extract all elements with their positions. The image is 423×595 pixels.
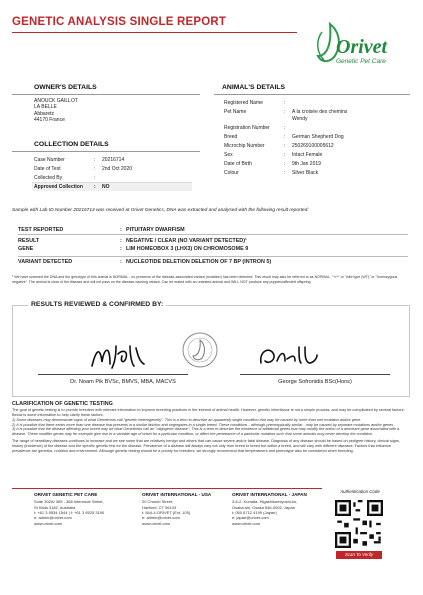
footer-line[interactable]: e: admin@orivet.com xyxy=(142,515,180,521)
collection-row: Date of Test : 2nd Oct 2020 xyxy=(32,164,192,173)
confirmation-title: RESULTS REVIEWED & CONFIRMED BY: xyxy=(28,301,166,308)
result-label: TEST REPORTED xyxy=(18,227,64,233)
collection-row: Collected By : xyxy=(34,174,96,181)
collection-rule xyxy=(12,151,200,152)
footer-line: Suite 302A/ 365 - 368 Internode Street, xyxy=(34,499,104,505)
collection-row: Case Number : 20216714 xyxy=(32,155,192,164)
owner-line: 44170 France xyxy=(34,116,65,123)
footer-line[interactable]: www.orivet.com xyxy=(34,520,63,526)
animal-value: 250269100005612 xyxy=(292,142,334,149)
result-value: PITUITARY DWARFISM xyxy=(126,227,185,233)
signature-left-icon xyxy=(88,340,152,372)
clarification-paragraph: The goal of genetic testing is to provide breeders with relevant information to improve breeding practices in the interest of animal health. However, genetic inheritance is not a simple process, and may be complicated by several factors. Below is some information to help clarify these factors. xyxy=(12,408,405,417)
animal-value: Intact Female xyxy=(292,151,323,158)
result-divider xyxy=(18,256,408,257)
animal-label: Pet Name xyxy=(224,109,247,115)
animal-label: Microchip Number xyxy=(224,142,265,149)
result-value: NUCLEOTIDE DELETION DELETION OF 7 BP (INTRON 5) xyxy=(126,259,272,265)
result-row-variant: VARIANT DETECTED : NUCLEOTIDE DELETION DELETION OF 7 BP (INTRON 5) xyxy=(18,258,408,266)
owner-line: ANOUCK GAILLOT xyxy=(34,98,78,104)
animal-row: Breed : German Shepherd Dog xyxy=(222,132,410,141)
collection-label: Case Number xyxy=(34,156,65,163)
footer-line: t: +61 3 9534 1544 | f: +61 3 9525 3190 xyxy=(34,509,105,515)
result-row-test: TEST REPORTED : PITUITARY DWARFISM xyxy=(18,226,408,234)
footer-line: t: 844-4-ORIVET (Ext. 105) xyxy=(142,509,191,515)
collection-label: Date of Test xyxy=(34,165,61,172)
approved-value: NO xyxy=(102,184,110,190)
result-label: GENE xyxy=(18,246,34,252)
animal-row: Colour : Silver Black xyxy=(222,168,410,177)
results-table xyxy=(18,226,408,266)
animal-row: Sex : Intact Female xyxy=(222,150,410,159)
pet-name-value: A la croisée des chemins Wendy xyxy=(292,109,348,122)
result-divider xyxy=(18,234,408,235)
footer-line: St Kilda 3182, Australia xyxy=(34,504,76,510)
footer-heading: ORIVET GENETIC PET CARE xyxy=(34,492,98,497)
footer-line: Osaka-shi, Osaka 546-0002, Japan xyxy=(232,504,295,510)
result-row-gene: GENE : LIM HOMEOBOX 3 (LHX3) ON CHROMOSOME 9 xyxy=(18,245,408,253)
footer-line: Hartford, CT 06103 xyxy=(142,504,177,510)
animal-label: Breed xyxy=(224,133,238,140)
report-title: GENETIC ANALYSIS SINGLE REPORT xyxy=(12,16,227,28)
animal-rule xyxy=(214,94,410,95)
orivet-seal-icon xyxy=(180,330,220,370)
collection-table xyxy=(32,155,192,191)
clarification-paragraph: 2) It is possible that there exists more than one disease that presents in a similar fashion and segregates in a single breed. These conditions - although phenotypically similar - may be caused by separate mutations and/or genes. xyxy=(12,422,395,427)
clarification-paragraph: The range of hereditary diseases continues to increase and we see some that are relatively benign and others that can cause severe and/or fatal disease. Diagnosis of any disease should be based on pedigree history, clinical signs, history (incidence) of the disease and the specific genetic test for the disease. Prevalence of a disease will always vary not only from breed to breed but within a breed, and will vary with different diseases. Factors that influence prevalence are genetics, nutrition and environment. Although genetic testing should be a priority for breeders, we strongly recommend that temperament and phenotype also be considered when breeding. xyxy=(12,439,400,453)
scan-to-verify-badge[interactable]: Scan To Verify xyxy=(336,551,382,559)
footer-rule xyxy=(12,488,322,489)
sig-line-left xyxy=(38,374,188,375)
result-row-result: RESULT : NEGATIVE / CLEAR (NO VARIANT DETECTED)¹ xyxy=(18,237,408,245)
sample-statement: Sample with Lab ID Number 20216714 was received at Orivet Genetics, DNA was extracted and analysed with the following result reported: xyxy=(12,208,309,213)
signatory-left: Dr. Noam Pik BVSc, BMVS, MBA, MACVS xyxy=(70,379,176,385)
result-label: RESULT xyxy=(18,238,40,244)
owner-line: Abbaretz xyxy=(34,110,55,117)
animal-label: Registration Number xyxy=(224,124,270,131)
animal-label: Colour xyxy=(224,169,239,176)
result-label: VARIANT DETECTED xyxy=(18,259,73,265)
footer-heading: ORIVET INTERNATIONAL - JAPAN xyxy=(232,492,307,497)
footer-line: 20 Church Street, xyxy=(142,499,174,505)
approved-collection-row: Approved Collection : NO xyxy=(32,182,192,191)
signature-right-icon xyxy=(255,341,321,371)
clarification-paragraph: 1) Some diseases may demonstrate signs of what Geneticists call "genetic heterogeneity". This is a term to describe an apparently single condition that may be caused by more than one mutation and/or gene. xyxy=(12,417,362,422)
footer-col-australia xyxy=(34,492,134,526)
collection-value: 2nd Oct 2020 xyxy=(102,165,133,172)
result-footnote: ¹ We have scanned the DNA and the genotype of this animal is NORMAL - no presence of the disease-associated variant (mutation) has been detected. This result may also be referred to as NORMAL, "+/+" or "wild type (WT)" or "homozygous negative". The animal is clear of the disease and will not pass on the disease-causing variant. Can be mated with an untested animal and WILL NOT produce any puppies/affected offspring. xyxy=(12,275,398,284)
result-value: NEGATIVE / CLEAR (NO VARIANT DETECTED)¹ xyxy=(126,238,247,244)
collection-value: 20216714 xyxy=(102,156,125,163)
animal-value: Silver Black xyxy=(292,169,319,176)
footer-line[interactable]: e: admin@orivet.com xyxy=(34,515,72,521)
footer-line[interactable]: www.orivet.com xyxy=(232,520,261,526)
owner-address xyxy=(34,98,78,123)
animal-heading: ANIMAL'S DETAILS xyxy=(222,84,286,91)
footer-line[interactable]: e: japan@orivet.com xyxy=(232,515,269,521)
animal-row: Registered Name : xyxy=(224,99,286,106)
footer-col-japan xyxy=(232,492,324,526)
auth-code-label: Authentication Code xyxy=(340,489,380,494)
footer-heading: ORIVET INTERNATIONAL - USA xyxy=(142,492,212,497)
animal-table xyxy=(222,98,410,177)
clarification-heading: CLARIFICATION OF GENETIC TESTING xyxy=(12,401,113,407)
owner-rule xyxy=(12,94,200,95)
footer-col-usa xyxy=(142,492,232,526)
clarification-section xyxy=(12,401,410,454)
qr-code-icon[interactable] xyxy=(335,500,383,548)
header-rule xyxy=(12,32,297,33)
logo-text: Orivet xyxy=(336,36,388,58)
signatory-right: George Sofronidis BSc(Hons) xyxy=(278,379,352,385)
animal-row: Pet Name : A la croisée des chemins Wendy xyxy=(222,107,410,123)
footer-line: t: 050 6712 4199 (Japan) xyxy=(232,509,277,515)
animal-row: Microchip Number : 250269100005612 xyxy=(222,141,410,150)
sig-line-right xyxy=(240,374,390,375)
animal-label: Date of Birth xyxy=(224,160,252,167)
collection-heading: COLLECTION DETAILS xyxy=(34,141,109,148)
clarification-paragraph: 3) It is possible that the disease affecting your breed may be what Geneticists call an "oligogenic disease". This is a term to describe the existence of additional genes that may modify the action of a dominant gene associated with a disease. These modifier genes may for example give rise to a variable age of onset for a particular condition, or affect the penetrance of a particular mutation such that some animals may never develop the condition. xyxy=(12,427,400,437)
logo-tagline: Genetic Pet Care xyxy=(336,58,386,65)
footer-line[interactable]: www.orivet.com xyxy=(142,520,171,526)
footer-line: 3-6-2, Kumata, Higashisumiyoshi-ku, xyxy=(232,499,298,505)
result-value: LIM HOMEOBOX 3 (LHX3) ON CHROMOSOME 9 xyxy=(126,246,249,252)
approved-label: Approved Collection xyxy=(34,184,83,190)
animal-value: 9th Jan 2019 xyxy=(292,160,321,167)
animal-label: Sex xyxy=(224,151,233,158)
owner-heading: OWNER'S DETAILS xyxy=(34,84,97,91)
animal-value: German Shepherd Dog xyxy=(292,133,344,140)
collection-label: Collected By xyxy=(34,174,63,181)
animal-row: Date of Birth : 9th Jan 2019 xyxy=(222,159,410,168)
animal-label: Registered Name xyxy=(224,99,263,106)
owner-line: LA BELLE xyxy=(34,104,57,111)
animal-row: Registration Number : xyxy=(224,124,286,131)
